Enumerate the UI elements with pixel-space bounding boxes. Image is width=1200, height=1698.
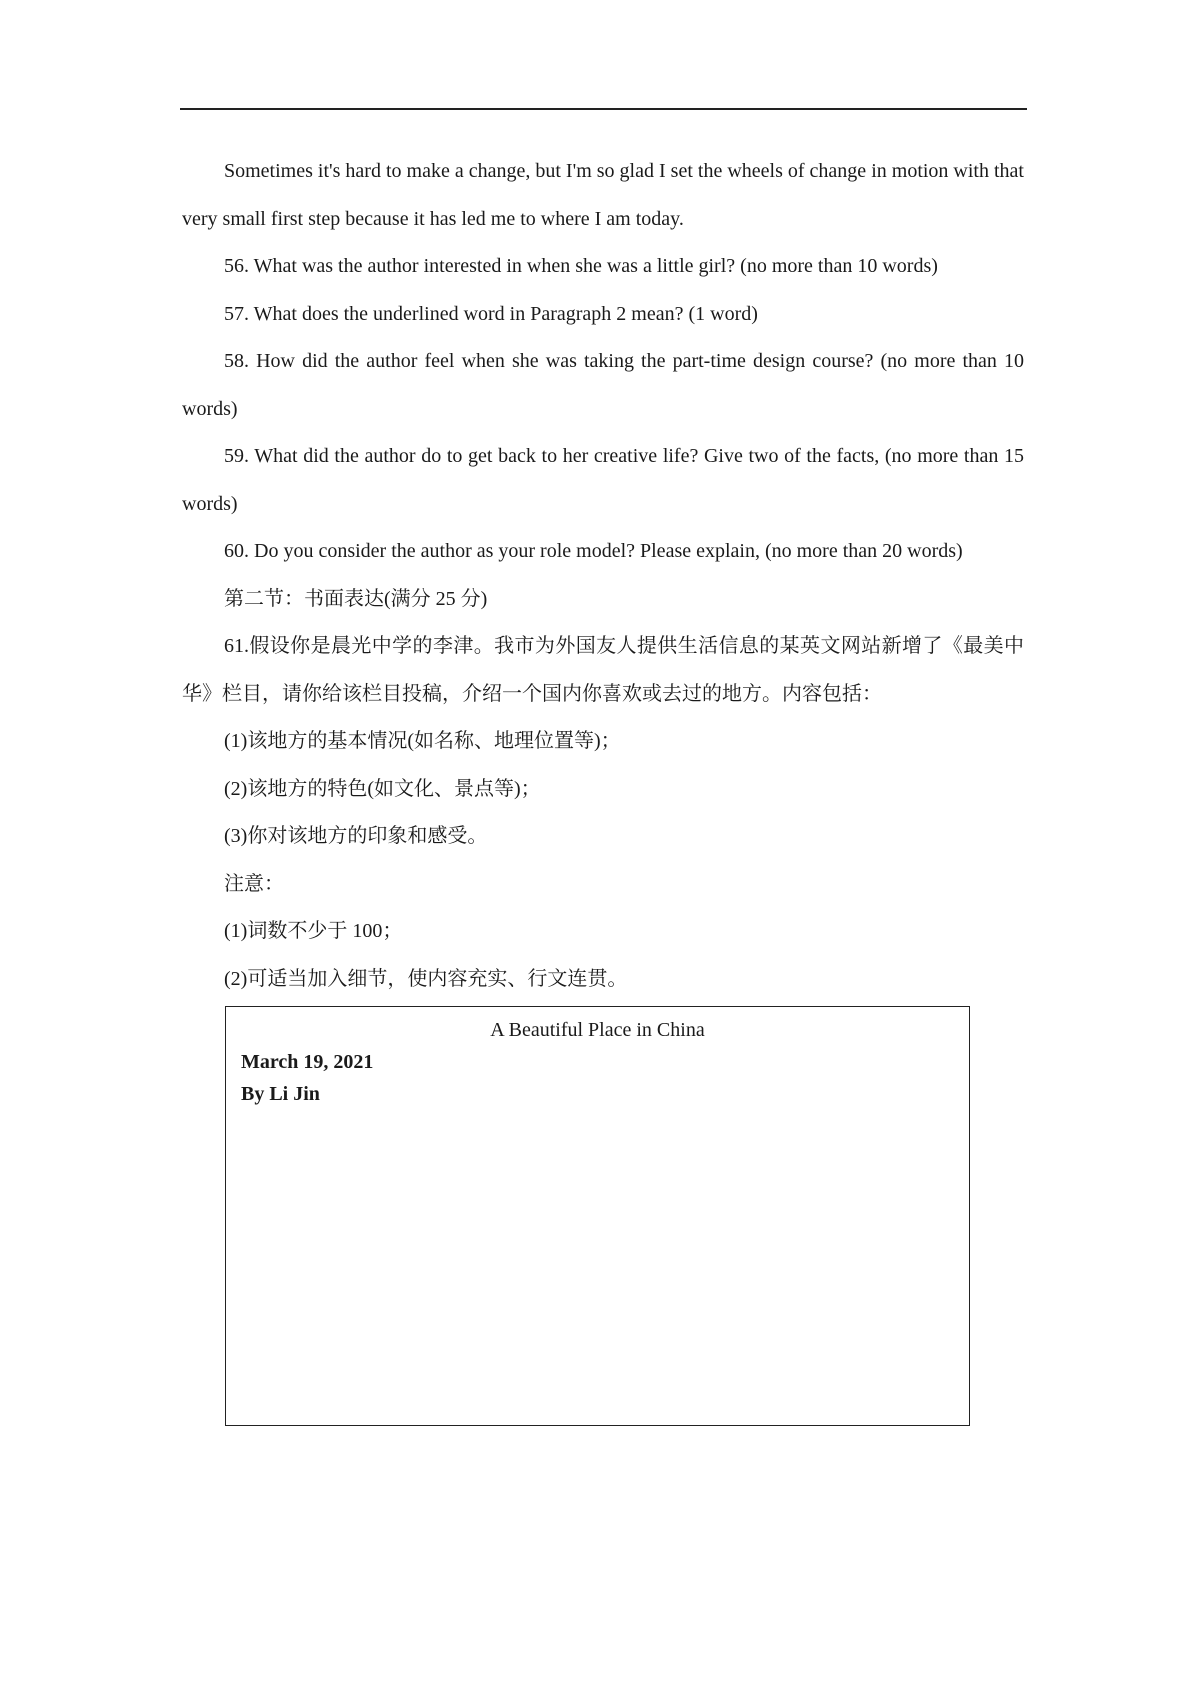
section-heading-writing: 第二节：书面表达(满分 25 分) [224, 587, 488, 610]
question-59: 59. What did the author do to get back to her creative life? Give two of the facts, (no more than 15 words) [182, 445, 1024, 515]
requirement-2: (2)该地方的特色(如文化、景点等)； [224, 777, 541, 800]
requirement-1: (1)该地方的基本情况(如名称、地理位置等)； [224, 730, 621, 752]
note-2: (2)可适当加入细节，使内容充实、行文连贯。 [224, 967, 628, 990]
question-58: 58. How did the author feel when she was taking the part-time design course? (no more than 10 words) [182, 350, 1024, 420]
notes-heading: 注意： [224, 872, 284, 895]
passage-closing-paragraph: Sometimes it's hard to make a change, but I'm so glad I set the wheels of change in motion with that very small first step because it has led me to where I am today. [182, 160, 1024, 230]
requirement-3: (3)你对该地方的印象和感受。 [224, 825, 488, 847]
question-56: 56. What was the author interested in when she was a little girl? (no more than 10 words) [224, 255, 938, 277]
note-1: (1)词数不少于 100； [224, 920, 403, 942]
document-body [182, 148, 1024, 1003]
answer-box[interactable] [225, 1006, 970, 1426]
question-57: 57. What does the underlined word in Paragraph 2 mean? (1 word) [224, 302, 758, 325]
header-rule [180, 108, 1027, 110]
question-60: 60. Do you consider the author as your role model? Please explain, (no more than 20 words) [224, 540, 963, 562]
answer-box-date: March 19, 2021 [241, 1051, 374, 1073]
answer-box-byline: By Li Jin [241, 1083, 320, 1105]
answer-box-title: A Beautiful Place in China [490, 1019, 705, 1041]
question-61-prompt: 61.假设你是晨光中学的李津。我市为外国友人提供生活信息的某英文网站新增了《最美中华》栏目，请你给该栏目投稿，介绍一个国内你喜欢或去过的地方。内容包括： [182, 635, 1024, 705]
